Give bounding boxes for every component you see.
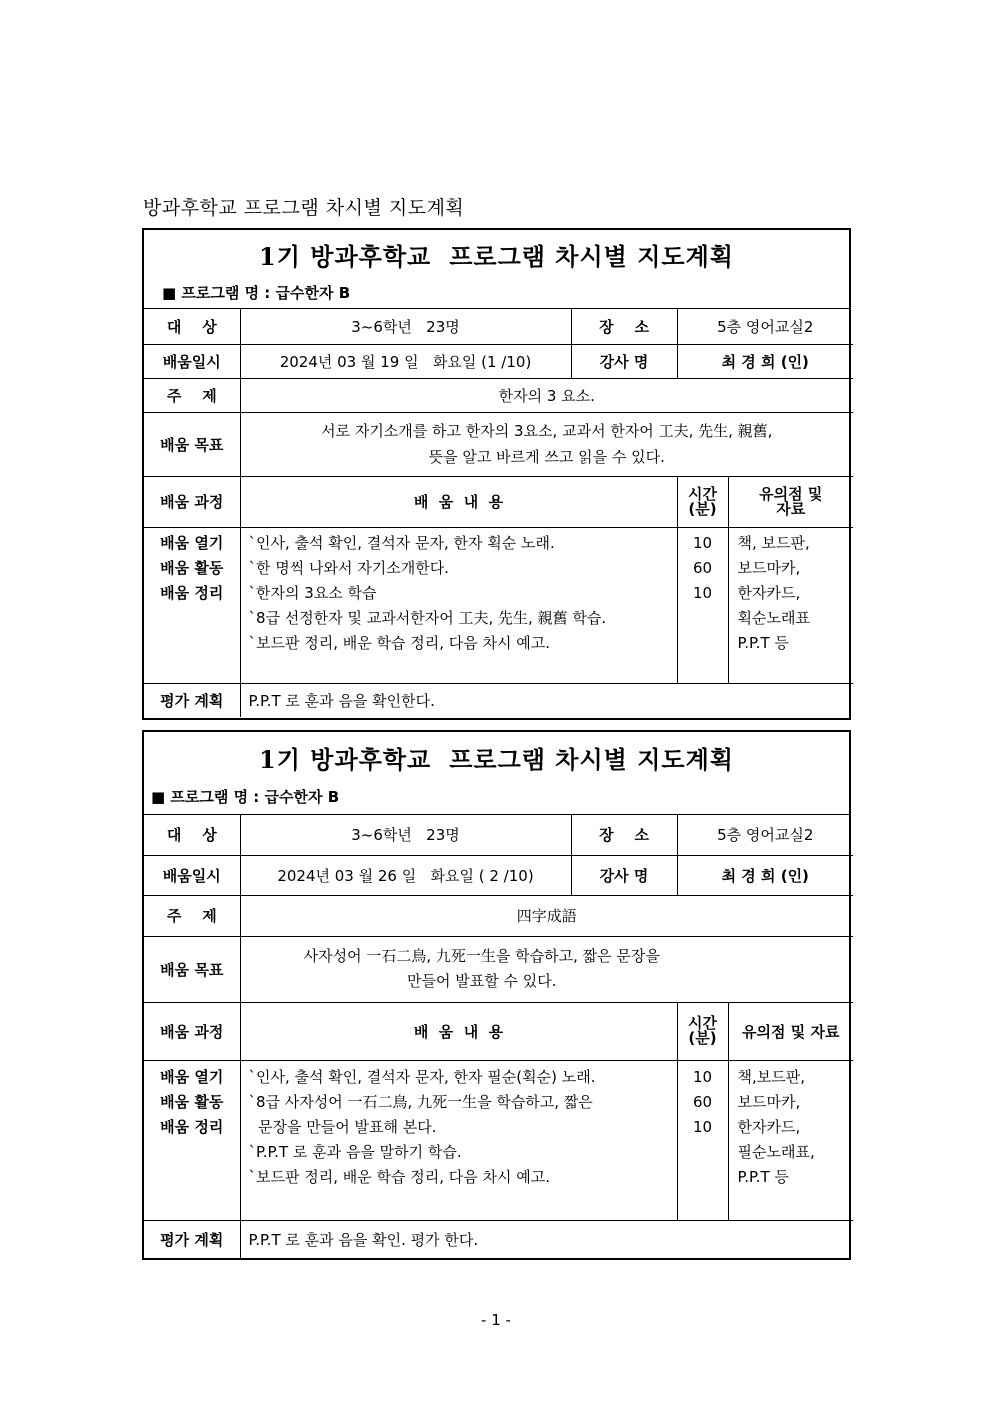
teacher-value: 최 경 희 (인)	[677, 855, 853, 895]
activity-line: `8급 사자성어 一石二鳥, 九死一生을 학습하고, 짧은	[248, 1092, 593, 1111]
plan-table	[144, 815, 853, 1258]
stage-item: 배움 정리	[160, 1117, 224, 1136]
activity-column	[240, 527, 677, 683]
materials-column	[728, 1060, 853, 1220]
topic-value: 四字成語	[240, 895, 853, 936]
date-label: 배움일시	[144, 855, 240, 895]
topic-label: 주 제	[144, 378, 240, 412]
topic-value: 한자의 3 요소.	[240, 378, 853, 412]
material-line: 필순노래표,	[737, 1142, 815, 1161]
activity-line: `한자의 3요소 학습	[248, 583, 377, 602]
goal-line: 뜻을 알고 바르게 쓰고 읽을 수 있다.	[428, 448, 665, 466]
teacher-label: 강사 명	[571, 855, 677, 895]
evaluation-label: 평가 계획	[144, 683, 240, 717]
time-header	[677, 1002, 728, 1060]
activity-line: `보드판 정리, 배운 학습 정리, 다음 차시 예고.	[248, 633, 551, 652]
activity-line: 문장을 만들어 발표해 본다.	[248, 1117, 437, 1136]
notes-header-line: 자료	[776, 499, 806, 518]
activity-column	[240, 1060, 677, 1220]
goal-line: 만들어 발표할 수 있다.	[407, 972, 557, 990]
target-label: 대 상	[144, 815, 240, 855]
time-column	[677, 1060, 728, 1220]
goal-value	[240, 936, 853, 1002]
stage-item: 배움 열기	[160, 533, 224, 552]
time-header	[677, 476, 728, 527]
plan-table	[144, 309, 853, 717]
teacher-value: 최 경 희 (인)	[677, 344, 853, 378]
time-value: 10	[692, 533, 713, 552]
place-value: 5층 영어교실2	[677, 815, 853, 855]
activity-line: `P.P.T 로 훈과 음을 말하기 학습.	[248, 1142, 462, 1161]
plan-title	[144, 230, 849, 272]
evaluation-value: P.P.T 로 훈과 음을 확인한다.	[240, 683, 853, 717]
material-line: 보드마카,	[737, 558, 801, 577]
time-header-line: (분)	[688, 499, 717, 518]
content-header: 배 움 내 용	[240, 1002, 677, 1060]
time-header-line: (분)	[688, 1029, 717, 1047]
plan-title-part-b: 프로그램 차시별 지도계획	[449, 242, 734, 271]
goal-label: 배움 목표	[144, 936, 240, 1002]
evaluation-label: 평가 계획	[144, 1220, 240, 1258]
teacher-label: 강사 명	[571, 344, 677, 378]
activity-line: `보드판 정리, 배운 학습 정리, 다음 차시 예고.	[248, 1167, 551, 1186]
goal-label: 배움 목표	[144, 412, 240, 476]
lesson-plan-1	[142, 228, 851, 720]
stage-item: 배움 활동	[160, 558, 224, 577]
stage-item: 배움 정리	[160, 583, 224, 602]
topic-label: 주 제	[144, 895, 240, 936]
program-name: ■ 프로그램 명 : 급수한자 B	[151, 788, 340, 806]
page-number: - 1 -	[481, 1311, 511, 1329]
goal-line: 사자성어 一石二鳥, 九死一生을 학습하고, 짧은 문장을	[303, 947, 660, 965]
material-line: P.P.T 등	[737, 633, 789, 652]
goal-value	[240, 412, 853, 476]
material-line: 한자카드,	[737, 1117, 801, 1136]
time-value: 60	[692, 1092, 713, 1111]
stage-column	[144, 1060, 240, 1220]
time-value: 60	[692, 558, 713, 577]
activity-line: `한 명씩 나와서 자기소개한다.	[248, 558, 449, 577]
activity-line: `인사, 출석 확인, 결석자 문자, 한자 획순 노래.	[248, 533, 555, 552]
process-label: 배움 과정	[144, 1002, 240, 1060]
time-column	[677, 527, 728, 683]
time-value: 10	[692, 1117, 713, 1136]
plan-title-part-a: 1기 방과후학교	[259, 745, 432, 774]
material-line: 보드마카,	[737, 1092, 801, 1111]
date-label: 배움일시	[144, 344, 240, 378]
material-line: 책,보드판,	[737, 1067, 805, 1086]
time-header-line: 시간	[688, 484, 717, 503]
activity-line: `인사, 출석 확인, 결석자 문자, 한자 필순(획순) 노래.	[248, 1067, 596, 1086]
time-header-line: 시간	[688, 1014, 717, 1032]
target-value: 3~6학년 23명	[240, 815, 571, 855]
plan-title-part-a: 1기 방과후학교	[259, 242, 432, 271]
stage-item: 배움 열기	[160, 1067, 224, 1086]
material-line: 책, 보드판,	[737, 533, 810, 552]
time-value: 10	[692, 1067, 713, 1086]
activity-line: `8급 선정한자 및 교과서한자어 工夫, 先生, 親舊 학습.	[248, 608, 607, 627]
stage-column	[144, 527, 240, 683]
notes-header-line: 유의점 및	[759, 484, 823, 503]
evaluation-value: P.P.T 로 훈과 음을 확인. 평가 한다.	[240, 1220, 853, 1258]
time-value: 10	[692, 583, 713, 602]
target-label: 대 상	[144, 309, 240, 344]
place-label: 장 소	[571, 815, 677, 855]
material-line: 획순노래표	[737, 608, 810, 627]
notes-header: 유의점 및 자료	[728, 1002, 853, 1060]
program-name: ■ 프로그램 명 : 급수한자 B	[162, 284, 351, 302]
plan-header	[144, 230, 849, 309]
place-label: 장 소	[571, 309, 677, 344]
document-heading: 방과후학교 프로그램 차시별 지도계획	[143, 197, 465, 219]
place-value: 5층 영어교실2	[677, 309, 853, 344]
plan-title-part-b: 프로그램 차시별 지도계획	[449, 745, 734, 774]
goal-line: 서로 자기소개를 하고 한자의 3요소, 교과서 한자어 工夫, 先生, 親舊,	[321, 422, 773, 440]
plan-title	[144, 732, 849, 775]
date-value: 2024년 03 월 26 일 화요일 ( 2 /10)	[240, 855, 571, 895]
plan-header	[144, 732, 849, 815]
material-line: 한자카드,	[737, 583, 801, 602]
target-value: 3~6학년 23명	[240, 309, 571, 344]
stage-item: 배움 활동	[160, 1092, 224, 1111]
lesson-plan-2	[142, 730, 851, 1260]
notes-header	[728, 476, 853, 527]
materials-column	[728, 527, 853, 683]
process-label: 배움 과정	[144, 476, 240, 527]
content-header: 배 움 내 용	[240, 476, 677, 527]
date-value: 2024년 03 월 19 일 화요일 (1 /10)	[240, 344, 571, 378]
material-line: P.P.T 등	[737, 1167, 789, 1186]
